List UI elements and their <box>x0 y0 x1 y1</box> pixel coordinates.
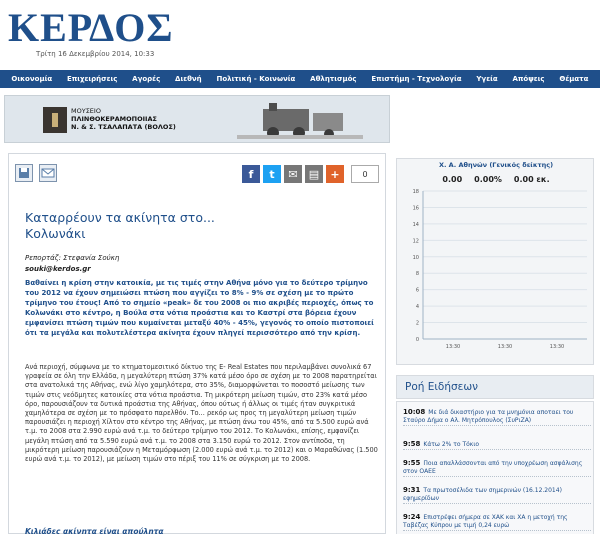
article-title-line-1: Καταρρέουν τα ακίνητα στο... <box>25 210 215 225</box>
share-count: 0 <box>351 165 379 183</box>
news-item[interactable] <box>403 513 591 531</box>
news-feed <box>396 401 594 534</box>
news-item[interactable] <box>403 440 591 450</box>
x-tick-label: 13:30 <box>549 344 565 350</box>
nav-item-sports[interactable]: Αθλητισμός <box>310 75 357 83</box>
market-title: Χ. Α. Αθηνών (Γενικός δείκτης) <box>438 161 554 169</box>
news-time: 10:08 <box>403 408 426 416</box>
market-change: 0.00% <box>474 175 502 184</box>
x-tick-label: 13:30 <box>497 344 513 350</box>
news-text: Ποια απαλλάσσονται από την υποχρέωση ασφάλισης στον ΟΑΕΕ <box>403 460 583 475</box>
save-icon[interactable] <box>15 164 33 182</box>
y-tick-label: 12 <box>412 238 419 245</box>
print-icon[interactable]: ▤ <box>305 165 323 183</box>
mail-share-icon[interactable]: ✉ <box>284 165 302 183</box>
museum-banner[interactable] <box>4 95 390 143</box>
news-text: Επιστρέφει σήμερα σε ΧΑΚ και ΧΑ η μετοχή της Ταβέζας Κύπρου με τιμή 0,24 ευρώ <box>403 514 568 529</box>
banner-line-2: ΠΛΙΝΘΟΚΕΡΑΜΟΠΟΙΙΑΣ <box>71 115 157 123</box>
nav-item-topics[interactable]: Θέματα <box>559 75 589 83</box>
plus-share-icon[interactable]: + <box>326 165 344 183</box>
reporter-email[interactable]: souki@kerdos.gr <box>25 265 91 273</box>
news-time: 9:55 <box>403 459 421 467</box>
nav-item-markets[interactable]: Αγορές <box>132 75 161 83</box>
market-chart <box>397 189 595 364</box>
machinery-illustration <box>235 99 365 141</box>
article-lead: Βαθαίνει η κρίση στην κατοικία, με τις τιμές στην Αθήνα μόνο για το δεύτερο τρίμηνο του 2012 να έχουν σημειώσει πτώση που αγγίζει το 8% - 9% σε σχέση με το πρώτο τρίμηνο του έτους! Από το σημείο «peak» δε του 2008 οι πιο ακριβές περιοχές, όπως το Κολωνάκι στο κέντρο, η Βούλα στα νότια προάστια και το Καστρί στα βόρεια έχουν εμφανίσει πτώση τιμών που κυμαίνεται μεταξύ 40% - 45%, γεγονός το οποίο πιστοποιεί ότι τα μεγάλα και πολυτελέστερα ακίνητα έχουν πληγεί περισσότερο από την κρίση. <box>25 279 374 337</box>
news-text: Τα πρωτοσέλιδα των σημερινών (16.12.2014) εφημερίδων <box>403 487 562 502</box>
news-item[interactable] <box>403 486 591 504</box>
header-date: Τρίτη 16 Δεκεμβρίου 2014, 10:33 <box>36 50 155 58</box>
news-item[interactable] <box>403 408 591 426</box>
news-text: Κάτω 2% το Τόκιο <box>423 441 480 448</box>
site-logo[interactable]: ΚΕΡΔΟΣ <box>8 5 174 50</box>
y-tick-label: 16 <box>412 205 419 212</box>
news-header <box>396 375 594 399</box>
market-widget <box>396 158 594 365</box>
y-tick-label: 8 <box>415 271 419 278</box>
twitter-share-icon[interactable]: t <box>263 165 281 183</box>
y-tick-label: 2 <box>415 320 419 327</box>
x-tick-label: 13:30 <box>445 344 461 350</box>
market-value: 0.00 <box>442 175 463 184</box>
site-header <box>0 0 600 68</box>
article-panel <box>8 153 386 534</box>
market-volume: 0.00 εκ. <box>513 175 550 184</box>
news-time: 9:58 <box>403 440 421 448</box>
y-tick-label: 14 <box>412 221 419 228</box>
y-tick-label: 18 <box>412 189 419 195</box>
y-tick-label: 4 <box>415 304 419 311</box>
news-time: 9:31 <box>403 486 421 494</box>
main-nav <box>0 70 600 88</box>
facebook-share-icon[interactable]: f <box>242 165 260 183</box>
y-tick-label: 6 <box>415 287 419 294</box>
nav-item-business[interactable]: Επιχειρήσεις <box>66 75 118 83</box>
nav-item-opinions[interactable]: Απόψεις <box>512 75 545 83</box>
email-icon[interactable] <box>39 164 57 182</box>
news-title: Ροή Ειδήσεων <box>405 381 479 393</box>
market-values <box>397 175 595 184</box>
y-tick-label: 10 <box>412 254 419 261</box>
banner-line-3: Ν. & Σ. ΤΣΑΛΑΠΑΤΑ (ΒΟΛΟΣ) <box>71 123 176 131</box>
share-bar <box>242 165 379 183</box>
article-toolbar <box>15 164 379 186</box>
nav-item-politics[interactable]: Πολιτική - Κοινωνία <box>216 75 296 83</box>
banner-text <box>71 107 176 131</box>
y-tick-label: 0 <box>415 337 419 343</box>
news-item[interactable] <box>403 459 591 477</box>
nav-item-health[interactable]: Υγεία <box>476 75 498 83</box>
news-time: 9:24 <box>403 513 421 521</box>
article-title <box>25 210 355 242</box>
article-body: Ανά περιοχή, σύμφωνα με το κτηματομεσιτικό δίκτυο της E- Real Estates που περιλαμβάνει συνολικά 67 γραφεία σε όλη την Ελλάδα, η μεγαλύτερη πτώση 37% κατά μέσο όρο σε σχέση με το 2008 παρατηρείται στα ανατολικά της Αθήνας, ενώ λίγο χαμηλότερα, στο 35%, διαμορφώνεται το ποσοστό μείωσης των τιμών στις νεόδμητες κατοικίες στα νότια προάστια. Τη μικρότερη μείωση τιμών, στο 23% κατά μέσο όρο, παρουσιάζουν τα δυτικά προάστια της Αθήνας, όπου ούτως ή άλλως οι τιμές ήταν συγκριτικά χαμηλότερα σε σχέση με το πρόσφατο παρελθόν. Το... ρεκόρ ως προς τη μεγαλύτερη μείωση τιμών παρουσιάζει η περιοχή Χίλτον στο κέντρο της Αθήνας, με πτώση άνω του 45%, από τα 5.500 ευρώ ανά τ.μ. το 2008 στα 2.990 ευρώ ανά τ.μ. το δεύτερο τρίμηνο του 2012. Το Κολωνάκι, επίσης, εμφανίζει μεγάλη πτώση από τα 5.590 ευρώ ανά τ.μ. το 2008 στα 3.150 ευρώ το 2012. Στον αντίποδα, τη μικρότερη μείωση παρουσιάζουν η Μεταμόρφωση (2.000 ευρώ ανά τ.μ. το 2012) και ο Μαραθώνας (1.500 ευρώ ανά τ.μ. το 2012), με μείωση τιμών στο πέριξ του 11% σε σύγκριση με το 2008. <box>25 363 378 464</box>
news-text: Με διά δικαστήριο για τα μνημόνια αποταει του Σταύρο Δήμα ο Αλ. Μητρόπουλος (ΣυΡιΖΑ) <box>403 409 574 424</box>
museum-logo <box>43 107 67 133</box>
article-reporter: Ρεπορτάζ: Στεφανία Σούκη <box>25 254 120 262</box>
banner-line-1: ΜΟΥΣΕΙΟ <box>71 107 101 115</box>
nav-item-international[interactable]: Διεθνή <box>175 75 202 83</box>
nav-item-economy[interactable]: Οικονομία <box>11 75 53 83</box>
article-title-line-2: Κολωνάκι <box>25 226 86 241</box>
nav-item-science[interactable]: Επιστήμη - Τεχνολογία <box>371 75 462 83</box>
article-subhead: Κιλιάδες ακίνητα είναι απούλητα <box>25 527 164 534</box>
